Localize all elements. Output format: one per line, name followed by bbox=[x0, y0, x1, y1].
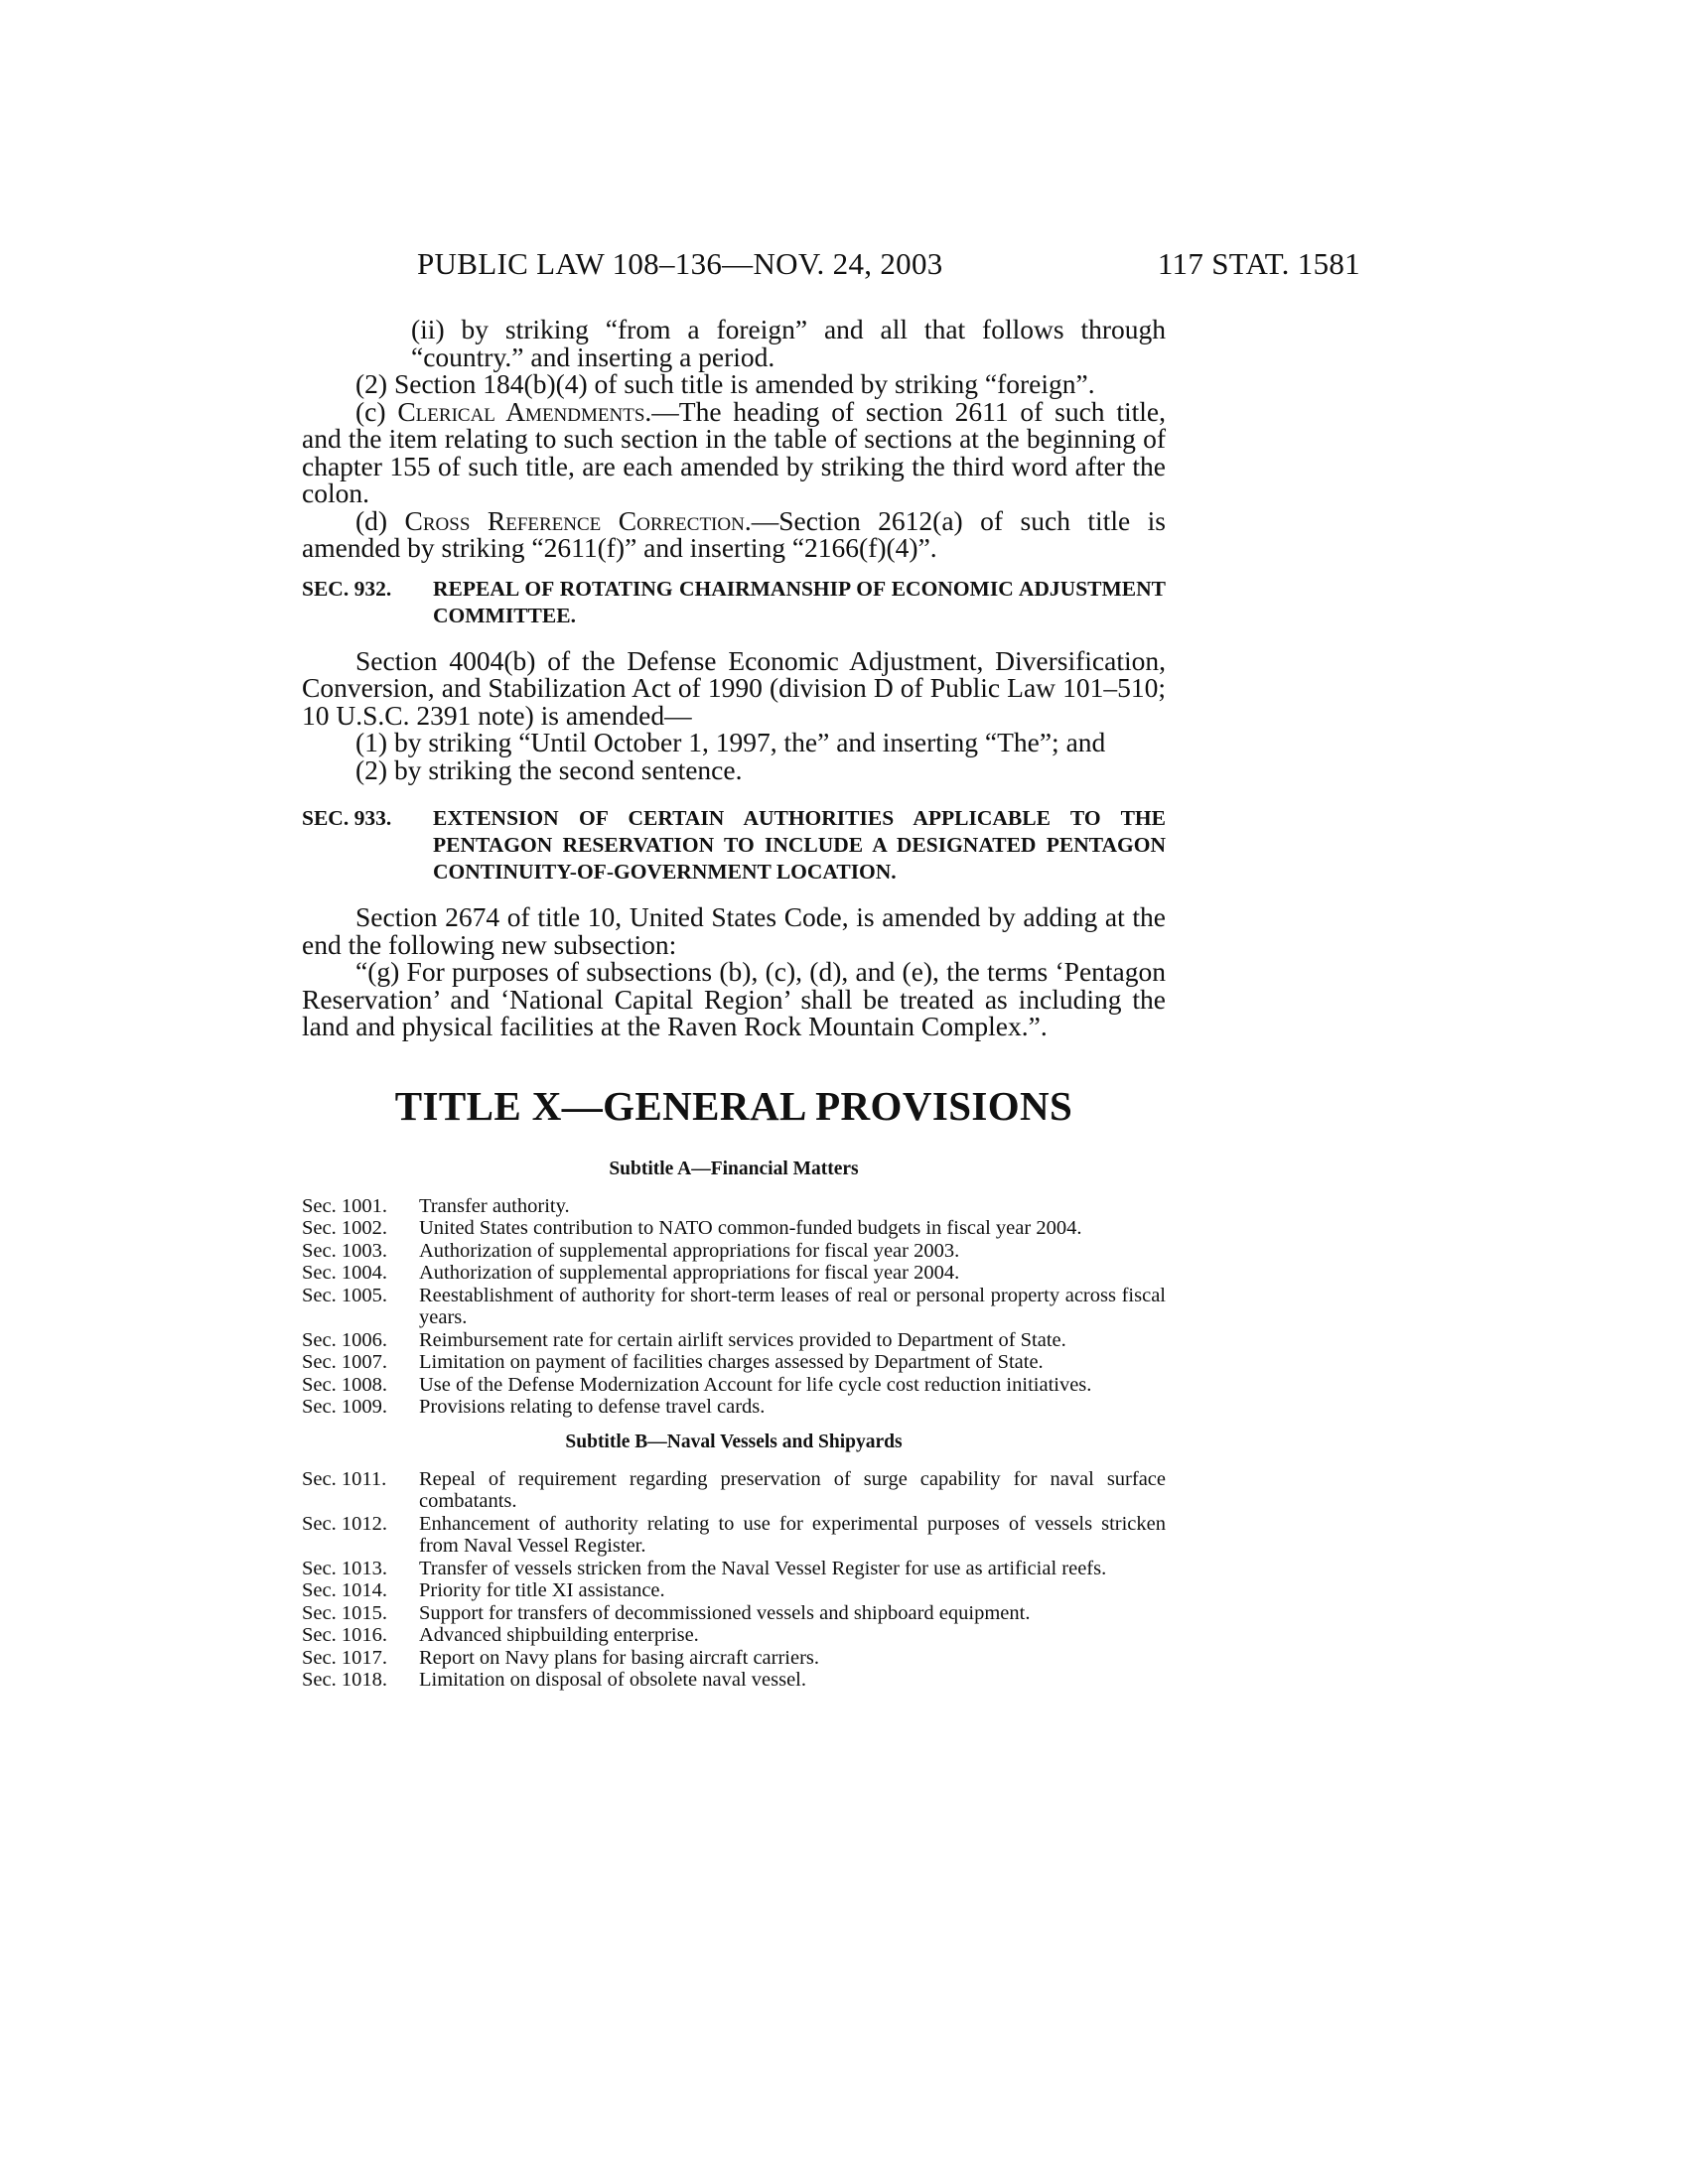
subtitle-b-heading: Subtitle B—Naval Vessels and Shipyards bbox=[565, 1431, 903, 1452]
toc-entry bbox=[302, 1351, 1166, 1374]
toc-entry bbox=[302, 1217, 1166, 1240]
paragraph-2: (2) Section 184(b)(4) of such title is amended by striking “foreign”. bbox=[355, 368, 1095, 399]
section-932-text: Section 4004(b) of the Defense Economic Adjustment, Diversification, Conversion, and Stabilization Act of 1990 (division D of Public Law 101–510; 10 U.S.C. 2391 note) is amended— bbox=[302, 644, 1166, 731]
toc-section-number: Sec. 1009. bbox=[302, 1396, 387, 1418]
toc-section-title: Reestablishment of authority for short-term leases of real or personal property across fiscal years. bbox=[419, 1284, 1166, 1328]
toc-section-number: Sec. 1006. bbox=[302, 1328, 387, 1351]
toc-entry bbox=[302, 1579, 1166, 1602]
toc-section-title: Limitation on disposal of obsolete naval vessel. bbox=[419, 1669, 807, 1691]
paragraph-c-text: .—The heading of section 2611 of such title, and the item relating to such section in the table of sections at the beginning of chapter 155 of such title, are each amended by striking the third word after the colon. bbox=[302, 395, 1166, 508]
section-933-text: Section 2674 of title 10, United States Code, is amended by adding at the end the following new subsection: bbox=[302, 901, 1166, 960]
running-title: PUBLIC LAW 108–136—NOV. 24, 2003 bbox=[417, 246, 943, 281]
toc-section-title: Use of the Defense Modernization Account for life cycle cost reduction initiatives. bbox=[419, 1373, 1092, 1396]
title-x-heading: TITLE X—GENERAL PROVISIONS bbox=[394, 1082, 1073, 1129]
paragraph-d-label: (d) bbox=[355, 504, 405, 536]
toc-section-number: Sec. 1005. bbox=[302, 1284, 387, 1306]
toc-section-number: Sec. 1016. bbox=[302, 1624, 387, 1646]
toc-entry bbox=[302, 1647, 1166, 1670]
paragraph-c bbox=[302, 395, 1166, 508]
toc-section-number: Sec. 1018. bbox=[302, 1669, 387, 1691]
toc-section-title: Support for transfers of decommissioned vessels and shipboard equipment. bbox=[419, 1601, 1031, 1624]
toc-entry bbox=[302, 1468, 1166, 1513]
toc-section-number: Sec. 1004. bbox=[302, 1262, 387, 1284]
toc-entry bbox=[302, 1602, 1166, 1625]
section-933-title: EXTENSION OF CERTAIN AUTHORITIES APPLICABLE TO THE PENTAGON RESERVATION TO INCLUDE A DESIGNATED PENTAGON CONTINUITY-OF-GOVERNMENT LOCATION. bbox=[433, 806, 1166, 884]
toc-entry bbox=[302, 1329, 1166, 1352]
section-932-title: REPEAL OF ROTATING CHAIRMANSHIP OF ECONOMIC ADJUSTMENT COMMITTEE. bbox=[433, 576, 1166, 627]
toc-section-number: Sec. 1014. bbox=[302, 1579, 387, 1601]
toc-section-number: Sec. 1003. bbox=[302, 1239, 387, 1262]
toc-section-title: Provisions relating to defense travel cards. bbox=[419, 1396, 766, 1418]
toc-section-title: Enhancement of authority relating to use for experimental purposes of vessels stricken from Naval Vessel Register. bbox=[419, 1512, 1166, 1557]
stat-page-number: 117 STAT. 1581 bbox=[1157, 246, 1360, 281]
subtitle-a-toc bbox=[302, 1195, 1166, 1419]
section-933-heading bbox=[302, 805, 1166, 886]
toc-entry bbox=[302, 1624, 1166, 1647]
toc-section-number: Sec. 1011. bbox=[302, 1467, 387, 1490]
paragraph-c-caption: Clerical Amendments bbox=[397, 395, 645, 427]
toc-entry bbox=[302, 1396, 1166, 1419]
toc-section-title: Transfer authority. bbox=[419, 1194, 570, 1217]
toc-section-title: Authorization of supplemental appropriations for fiscal year 2003. bbox=[419, 1239, 960, 1262]
section-932-heading bbox=[302, 576, 1166, 629]
toc-section-title: United States contribution to NATO common-funded budgets in fiscal year 2004. bbox=[419, 1217, 1082, 1239]
paragraph-d bbox=[302, 504, 1166, 563]
toc-section-number: Sec. 1017. bbox=[302, 1646, 387, 1669]
toc-section-number: Sec. 1012. bbox=[302, 1512, 387, 1535]
section-933-number: SEC. 933. bbox=[302, 806, 392, 830]
running-head bbox=[417, 246, 1360, 286]
toc-section-number: Sec. 1013. bbox=[302, 1557, 387, 1579]
toc-section-number: Sec. 1002. bbox=[302, 1217, 387, 1239]
paragraph-ii: (ii) by striking “from a foreign” and all that follows through “country.” and inserting a period. bbox=[411, 314, 1166, 372]
toc-entry bbox=[302, 1240, 1166, 1263]
toc-entry bbox=[302, 1374, 1166, 1397]
toc-section-number: Sec. 1015. bbox=[302, 1601, 387, 1624]
toc-section-number: Sec. 1001. bbox=[302, 1194, 387, 1217]
toc-section-title: Repeal of requirement regarding preservation of surge capability for naval surface combatants. bbox=[419, 1467, 1166, 1512]
section-933-subsection-g: “(g) For purposes of subsections (b), (c), (d), and (e), the terms ‘Pentagon Reservation’ and ‘National Capital Region’ shall be treated as including the land and physical facilities at the Raven Rock Mountain Complex.”. bbox=[302, 956, 1166, 1041]
toc-section-title: Transfer of vessels stricken from the Naval Vessel Register for use as artificial reefs. bbox=[419, 1557, 1107, 1579]
toc-entry bbox=[302, 1195, 1166, 1218]
subtitle-b-toc bbox=[302, 1468, 1166, 1692]
section-932-number: SEC. 932. bbox=[302, 576, 392, 601]
paragraph-d-text: .—Section 2612(a) of such title is amended by striking “2611(f)” and inserting “2166(f)(4)”. bbox=[302, 504, 1166, 563]
toc-section-number: Sec. 1007. bbox=[302, 1351, 387, 1373]
toc-entry bbox=[302, 1262, 1166, 1285]
toc-section-title: Reimbursement rate for certain airlift services provided to Department of State. bbox=[419, 1328, 1066, 1351]
toc-entry bbox=[302, 1558, 1166, 1580]
toc-entry bbox=[302, 1285, 1166, 1329]
body-text bbox=[302, 316, 1166, 1692]
paragraph-d-caption: Cross Reference Correction bbox=[404, 504, 745, 536]
section-932-item-1: (1) by striking “Until October 1, 1997, the” and inserting “The”; and bbox=[355, 727, 1106, 757]
section-932-item-2: (2) by striking the second sentence. bbox=[355, 753, 743, 785]
toc-section-title: Priority for title XI assistance. bbox=[419, 1579, 665, 1601]
toc-section-title: Limitation on payment of facilities charges assessed by Department of State. bbox=[419, 1351, 1044, 1373]
paragraph-c-label: (c) bbox=[355, 395, 398, 427]
toc-section-title: Report on Navy plans for basing aircraft carriers. bbox=[419, 1646, 820, 1669]
toc-entry bbox=[302, 1513, 1166, 1558]
toc-section-title: Authorization of supplemental appropriations for fiscal year 2004. bbox=[419, 1262, 960, 1284]
toc-entry bbox=[302, 1669, 1166, 1692]
toc-section-number: Sec. 1008. bbox=[302, 1373, 387, 1396]
toc-section-title: Advanced shipbuilding enterprise. bbox=[419, 1624, 699, 1646]
subtitle-a-heading: Subtitle A—Financial Matters bbox=[609, 1158, 859, 1179]
